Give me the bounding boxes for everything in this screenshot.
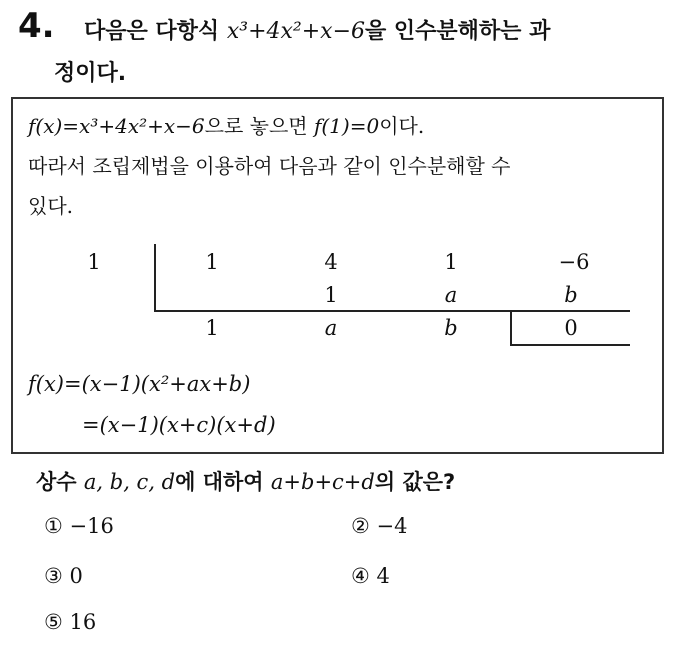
choice-value: 4 bbox=[376, 564, 390, 588]
choice-value: 16 bbox=[69, 610, 97, 634]
question-number: 4. bbox=[18, 6, 55, 46]
sd-remainder-box-left bbox=[510, 312, 512, 345]
sd-vertical-line bbox=[154, 244, 156, 310]
factorization-line1: f(x)=(x−1)(x²+ax+b) bbox=[28, 372, 251, 396]
box-line3: 있다. bbox=[28, 194, 73, 218]
question-text-line1 bbox=[84, 14, 550, 45]
choice-3[interactable] bbox=[44, 564, 83, 588]
ask-sum: a+b+c+d bbox=[270, 470, 375, 494]
box-fx-def: f(x)=x³+4x²+x−6 bbox=[28, 114, 205, 138]
ask-text-b: 에 대하여 bbox=[175, 470, 271, 494]
question-text-b: 을 인수분해하는 과 bbox=[365, 19, 551, 44]
choice-5[interactable] bbox=[44, 610, 96, 634]
sd-cell: 1 bbox=[444, 250, 458, 274]
ask-constants: a, b, c, d bbox=[83, 470, 176, 494]
sd-cell: b bbox=[564, 283, 578, 307]
sd-cell: −6 bbox=[558, 250, 590, 274]
choice-mark: ② bbox=[351, 514, 370, 538]
choice-4[interactable] bbox=[351, 564, 390, 588]
choice-value: 0 bbox=[69, 564, 83, 588]
box-text-b: 이다. bbox=[379, 114, 425, 138]
choice-mark: ⑤ bbox=[44, 610, 63, 634]
sd-cell: b bbox=[444, 316, 458, 340]
choice-1[interactable] bbox=[44, 514, 114, 538]
choice-2[interactable] bbox=[351, 514, 407, 538]
question-ask bbox=[36, 466, 455, 496]
box-line1 bbox=[28, 110, 424, 139]
box-line2: 따라서 조립제법을 이용하여 다음과 같이 인수분해할 수 bbox=[28, 154, 511, 178]
sd-remainder: 0 bbox=[564, 316, 578, 340]
question-text-line2: 정이다. bbox=[54, 61, 127, 86]
sd-cell: 1 bbox=[205, 250, 219, 274]
box-f1: f(1)=0 bbox=[313, 114, 380, 138]
ask-text-c: 의 값은? bbox=[374, 470, 456, 494]
sd-cell: a bbox=[444, 283, 458, 307]
choice-mark: ③ bbox=[44, 564, 63, 588]
choice-value: −16 bbox=[69, 514, 114, 538]
box-text-a: 으로 놓으면 bbox=[204, 114, 314, 138]
sd-cell: 4 bbox=[324, 250, 338, 274]
question-text-a: 다음은 다항식 bbox=[84, 19, 227, 44]
sd-horizontal-line bbox=[154, 310, 630, 312]
sd-remainder-box-bottom bbox=[510, 344, 630, 346]
choice-mark: ① bbox=[44, 514, 63, 538]
sd-divisor: 1 bbox=[87, 250, 101, 274]
ask-text-a: 상수 bbox=[36, 470, 84, 494]
choice-value: −4 bbox=[376, 514, 408, 538]
sd-cell: a bbox=[324, 316, 338, 340]
question-polynomial: x³+4x²+x−6 bbox=[226, 19, 365, 44]
factorization-line2: =(x−1)(x+c)(x+d) bbox=[82, 413, 276, 437]
sd-cell: 1 bbox=[324, 283, 338, 307]
sd-cell: 1 bbox=[205, 316, 219, 340]
choice-mark: ④ bbox=[351, 564, 370, 588]
